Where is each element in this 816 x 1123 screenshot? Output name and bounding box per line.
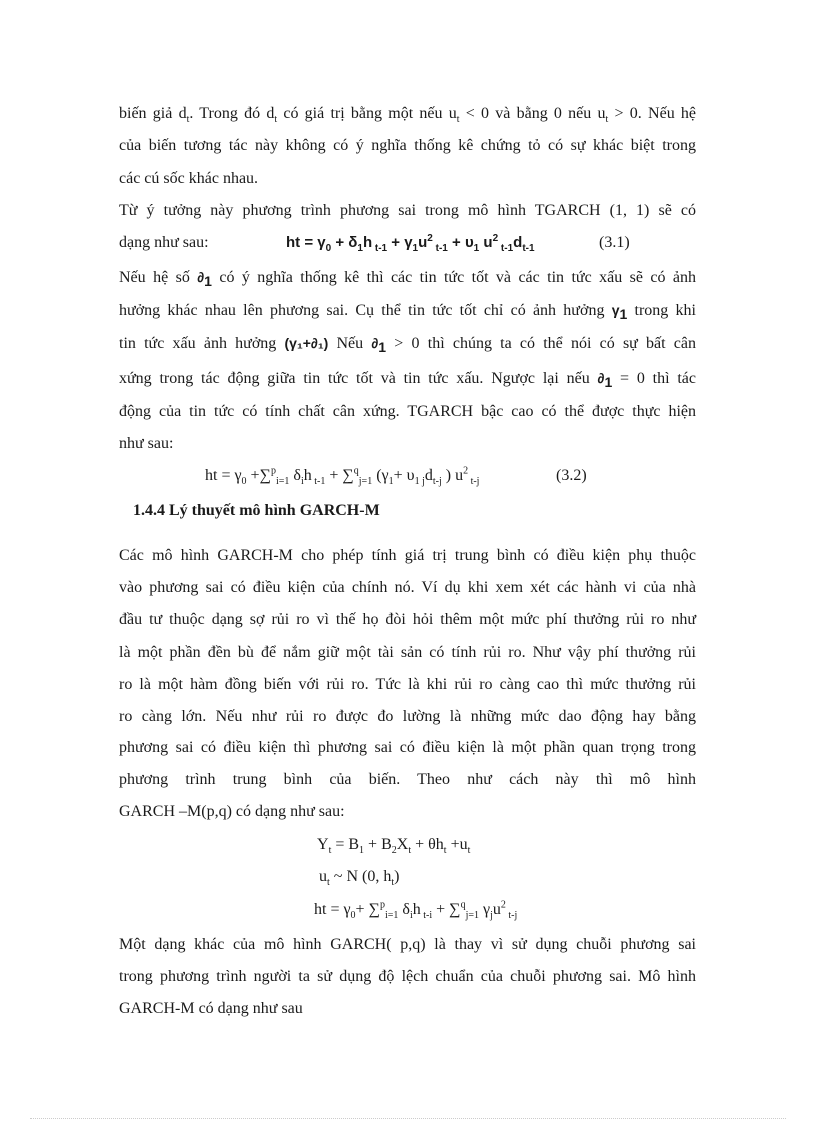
paragraph-5-line-1: Một dạng khác của mô hình GARCH( p,q) là thay vì sử dụng chuỗi phương sai [119,936,696,953]
paragraph-1-line-1: biến giả $d_t$. Trong đó $d_t$ có giá trị bằng một nếu $u_t < 0$ và bằng 0 nếu $u_t > 0$. Nếu hệ [119,105,697,126]
paragraph-4-line-7: phương sai có điều kiện thì phương sai có điều kiện là một phần quan trọng trong [119,739,696,756]
paragraph-3-line-5: động của tin tức có tính chất cân xứng. TGARCH bậc cao có thể được thực hiện [119,403,696,420]
paragraph-3-line-3: tin tức xấu ảnh hưởng (γ₁+∂₁) Nếu $\partial_1 > 0$ thì chúng ta có thể nói có sự bất cân [119,335,697,356]
paragraph-4-line-6: ro càng lớn. Nếu như rủi ro được đo lường là những mức dao động hay bằng [119,708,696,725]
paragraph-1-line-3: các cú sốc khác nhau. [119,170,259,187]
paragraph-4-line-8: phương trình trung bình của biến. Theo như cách này thì mô hình [119,771,696,788]
equation-3-1: ht = $\gamma_0 + \delta_1h$ $_{t-1} + \gamma_1u^2$ $_{t-1} + \upsilon_1$ $u^2$ $_{t-1}d_{t-1}$ [286,233,535,254]
paragraph-3-line-4: xứng trong tác động giữa tin tức tốt và tin tức xấu. Ngược lại nếu $\partial_1 = 0$ thì tác [119,370,696,391]
paragraph-4-line-4: là một phần đền bù để nắm giữ một tài sản có tính rủi ro. Như vậy phí thưởng rủi [119,644,696,661]
equation-m-line-1: $Y_t = B_1 + B_2X_t + \theta h_t +u_t$ [317,836,471,857]
paragraph-4-line-1: Các mô hình GARCH-M cho phép tính giá trị trung bình có điều kiện phụ thuộc [119,547,696,564]
paragraph-2-line-1: Từ ý tưởng này phương trình phương sai trong mô hình TGARCH (1, 1) sẽ có [119,202,696,219]
paragraph-4-line-5: ro là một hàm đồng biến với rủi ro. Tức là khi rủi ro càng cao thì mức thưởng rủi [119,676,696,693]
equation-3-1-number: (3.1) [599,234,630,251]
section-heading: 1.4.4 Lý thuyết mô hình GARCH-M [133,502,380,519]
paragraph-5-line-3: GARCH-M có dạng như sau [119,1000,303,1017]
paragraph-4-line-9: GARCH –M(p,q) có dạng như sau: [119,803,345,820]
page-bottom-divider [30,1118,786,1119]
equation-3-2-number: (3.2) [556,467,587,484]
paragraph-4-line-3: đầu tư thuộc dạng sợ rủi ro vì thế họ đòi hỏi thêm một mức phí thưởng rủi ro như [119,611,696,628]
paragraph-2-line-2: dạng như sau: [119,234,209,251]
equation-3-2: ht = $\gamma_0 +\sum^p_{i=1}$ $\delta_ih$ $_{t-1}$ + ∑$^q_{j=1}$ ($\gamma_1+ \upsilon_{1 j}d_{t-j}$ ) $u^2$ $_{t-j}$ [205,465,480,488]
equation-m-line-2: $u_t$ ~ N (0, $h_t$) [319,868,400,889]
paragraph-4-line-2: vào phương sai có điều kiện của chính nó. Ví dụ khi xem xét các hành vi của nhà [119,579,696,596]
paragraph-5-line-2: trong phương trình người ta sử dụng độ lệch chuẩn của chuỗi phương sai. Mô hình [119,968,696,985]
paragraph-3-line-1: Nếu hệ số $\partial_1$ có ý nghĩa thống kê thì các tin tức tốt và các tin tức xấu sẽ có ảnh [119,269,696,290]
paragraph-3-line-6: như sau: [119,435,174,452]
equation-m-line-3: ht = $\gamma_0+ \sum^p_{i=1}$ $\delta_ih$ $_{t-i}$ + ∑$^q_{j=1}$ $\gamma_ju^2$ $_{t-j}$ [314,899,518,922]
paragraph-1-line-2: của biến tương tác này không có ý nghĩa thống kê chứng tỏ có sự khác biệt trong [119,137,696,154]
paragraph-3-line-2: hưởng khác nhau lên phương sai. Cụ thể tin tức tốt chỉ có ảnh hưởng $\gamma_1$ trong khi [119,302,696,323]
